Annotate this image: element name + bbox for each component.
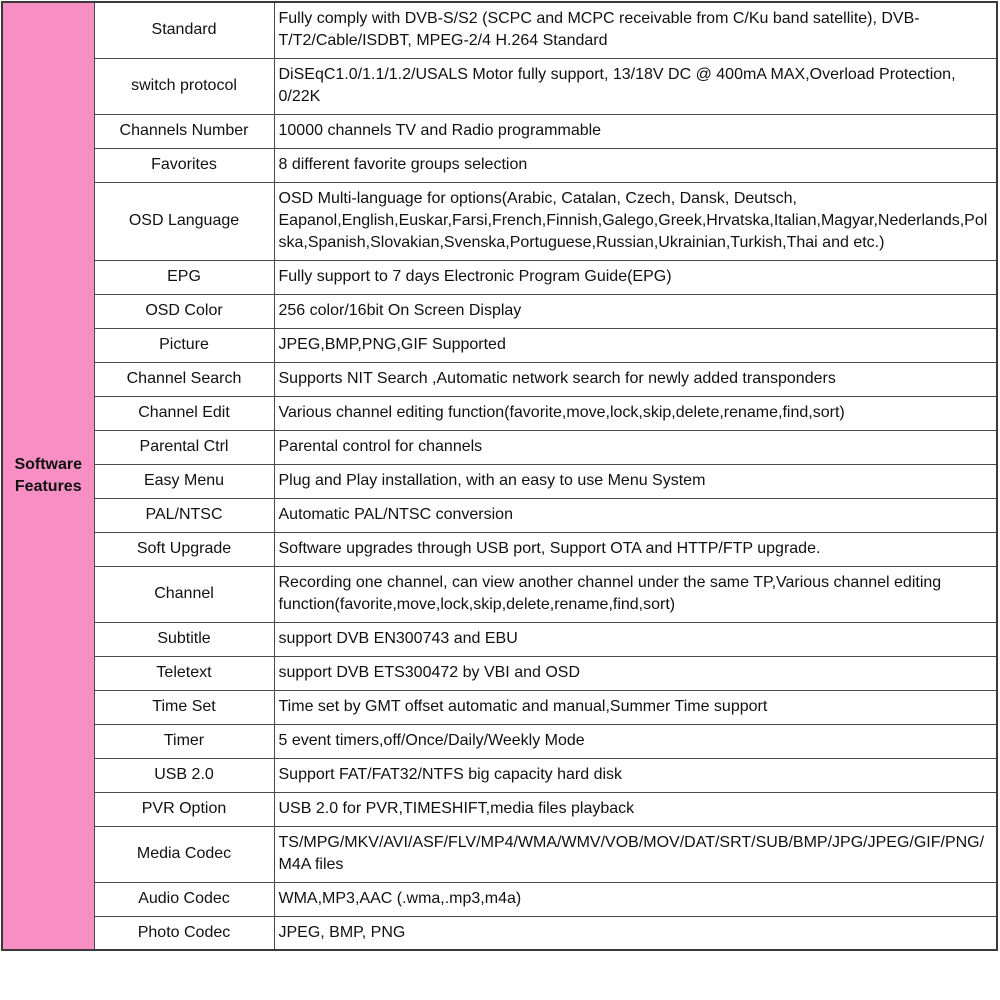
- feature-name: Media Codec: [94, 826, 274, 882]
- table-row: [2, 532, 997, 566]
- feature-description: USB 2.0 for PVR,TIMESHIFT,media files playback: [274, 792, 997, 826]
- table-row: [2, 724, 997, 758]
- category-label: Software Features: [2, 2, 94, 950]
- feature-name: Channel: [94, 566, 274, 622]
- table-row: [2, 328, 997, 362]
- feature-description: support DVB ETS300472 by VBI and OSD: [274, 656, 997, 690]
- table-row: [2, 260, 997, 294]
- feature-description: Recording one channel, can view another channel under the same TP,Various channel editing function(favorite,move,lock,skip,delete,rename,find,sort): [274, 566, 997, 622]
- feature-description: Various channel editing function(favorite,move,lock,skip,delete,rename,find,sort): [274, 396, 997, 430]
- feature-description: JPEG,BMP,PNG,GIF Supported: [274, 328, 997, 362]
- table-row: [2, 916, 997, 950]
- feature-description: OSD Multi-language for options(Arabic, Catalan, Czech, Dansk, Deutsch, Eapanol,English,Euskar,Farsi,French,Finnish,Galego,Greek,Hrvatska,Italian,Magyar,Nederlands,Polska,Spanish,Slovakian,Svenska,Portuguese,Russian,Ukrainian,Turkish,Thai and etc.): [274, 182, 997, 260]
- feature-name: Standard: [94, 2, 274, 58]
- feature-description: 256 color/16bit On Screen Display: [274, 294, 997, 328]
- feature-description: Plug and Play installation, with an easy to use Menu System: [274, 464, 997, 498]
- feature-name: PVR Option: [94, 792, 274, 826]
- feature-name: Time Set: [94, 690, 274, 724]
- table-row: [2, 656, 997, 690]
- feature-description: Parental control for channels: [274, 430, 997, 464]
- feature-description: JPEG, BMP, PNG: [274, 916, 997, 950]
- feature-description: Time set by GMT offset automatic and manual,Summer Time support: [274, 690, 997, 724]
- table-row: [2, 498, 997, 532]
- feature-name: Channel Edit: [94, 396, 274, 430]
- feature-name: Channels Number: [94, 114, 274, 148]
- table-row: [2, 566, 997, 622]
- table-row: [2, 464, 997, 498]
- table-row: [2, 758, 997, 792]
- feature-name: Favorites: [94, 148, 274, 182]
- feature-description: 8 different favorite groups selection: [274, 148, 997, 182]
- feature-description: Software upgrades through USB port, Support OTA and HTTP/FTP upgrade.: [274, 532, 997, 566]
- table-row: [2, 882, 997, 916]
- feature-description: Supports NIT Search ,Automatic network search for newly added transponders: [274, 362, 997, 396]
- feature-name: Easy Menu: [94, 464, 274, 498]
- table-row: [2, 396, 997, 430]
- table-row: [2, 690, 997, 724]
- feature-name: OSD Language: [94, 182, 274, 260]
- feature-name: Channel Search: [94, 362, 274, 396]
- feature-description: Fully comply with DVB-S/S2 (SCPC and MCPC receivable from C/Ku band satellite), DVB-T/T2/Cable/ISDBT, MPEG-2/4 H.264 Standard: [274, 2, 997, 58]
- table-row: [2, 294, 997, 328]
- feature-name: Subtitle: [94, 622, 274, 656]
- feature-name: Parental Ctrl: [94, 430, 274, 464]
- table-row: [2, 792, 997, 826]
- table-row: [2, 58, 997, 114]
- feature-description: WMA,MP3,AAC (.wma,.mp3,m4a): [274, 882, 997, 916]
- feature-name: USB 2.0: [94, 758, 274, 792]
- feature-name: Audio Codec: [94, 882, 274, 916]
- table-row: [2, 182, 997, 260]
- feature-name: PAL/NTSC: [94, 498, 274, 532]
- table-row: [2, 114, 997, 148]
- software-features-table: [1, 1, 998, 951]
- feature-name: Timer: [94, 724, 274, 758]
- feature-description: TS/MPG/MKV/AVI/ASF/FLV/MP4/WMA/WMV/VOB/MOV/DAT/SRT/SUB/BMP/JPG/JPEG/GIF/PNG/M4A files: [274, 826, 997, 882]
- feature-description: 10000 channels TV and Radio programmable: [274, 114, 997, 148]
- feature-name: Picture: [94, 328, 274, 362]
- feature-description: Fully support to 7 days Electronic Program Guide(EPG): [274, 260, 997, 294]
- feature-name: OSD Color: [94, 294, 274, 328]
- feature-description: Automatic PAL/NTSC conversion: [274, 498, 997, 532]
- feature-name: switch protocol: [94, 58, 274, 114]
- table-row: [2, 430, 997, 464]
- feature-description: Support FAT/FAT32/NTFS big capacity hard disk: [274, 758, 997, 792]
- feature-name: Photo Codec: [94, 916, 274, 950]
- table-row: [2, 2, 997, 58]
- table-row: [2, 148, 997, 182]
- feature-name: Teletext: [94, 656, 274, 690]
- feature-name: EPG: [94, 260, 274, 294]
- feature-description: support DVB EN300743 and EBU: [274, 622, 997, 656]
- table-row: [2, 826, 997, 882]
- table-row: [2, 362, 997, 396]
- feature-name: Soft Upgrade: [94, 532, 274, 566]
- feature-description: 5 event timers,off/Once/Daily/Weekly Mode: [274, 724, 997, 758]
- table-row: [2, 622, 997, 656]
- feature-description: DiSEqC1.0/1.1/1.2/USALS Motor fully support, 13/18V DC @ 400mA MAX,Overload Protection, 0/22K: [274, 58, 997, 114]
